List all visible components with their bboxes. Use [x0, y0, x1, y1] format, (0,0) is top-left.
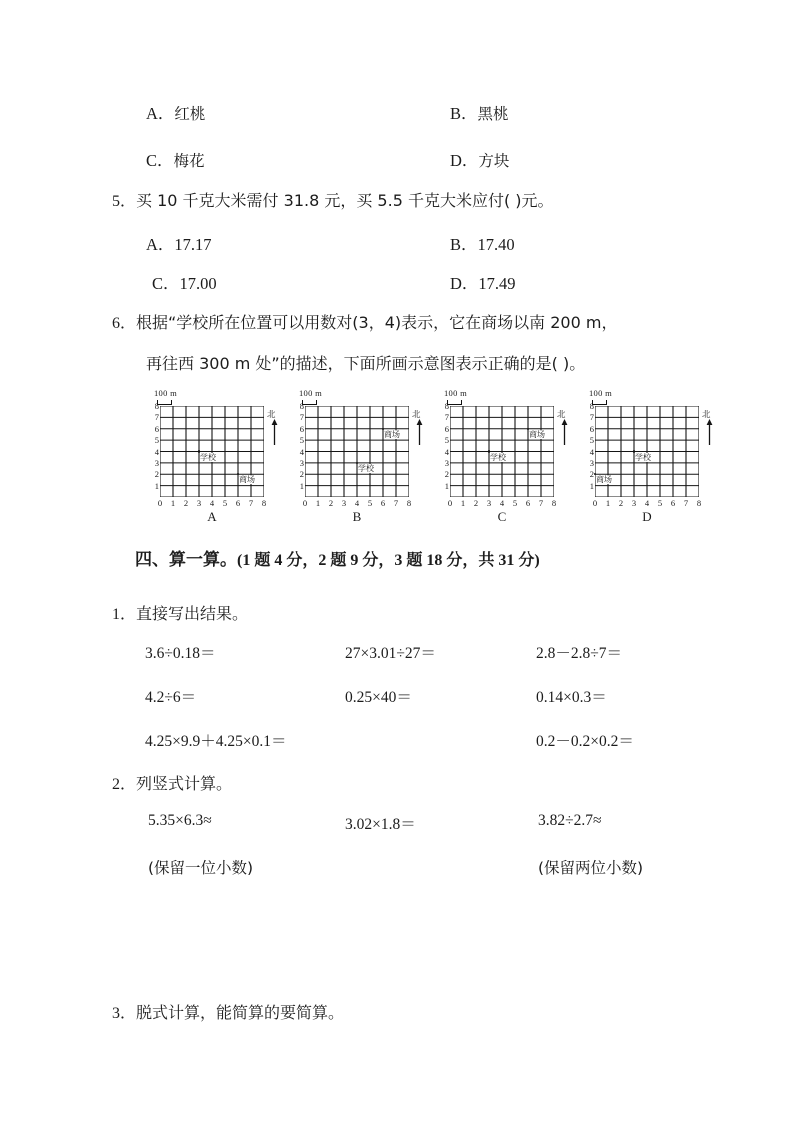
- compass-north-label: 北: [412, 410, 421, 420]
- diagram-letter-d: D: [642, 509, 652, 524]
- section-4-heading: [135, 545, 540, 570]
- x-tick: 4: [499, 498, 505, 508]
- q6-stem-text-2: 再往西 300 m 处”的描述，下面所画示意图表示正确的是( )。: [146, 354, 586, 373]
- section-4-points: (1 题 4 分，2 题 9 分，3 题 18 分，共 31 分): [237, 552, 540, 569]
- x-tick: 1: [460, 498, 466, 508]
- x-tick: 2: [328, 498, 334, 508]
- y-tick: 2: [299, 469, 304, 480]
- y-tick: 7: [589, 412, 594, 423]
- y-tick: 5: [299, 435, 304, 446]
- scale-label: 100 m: [589, 388, 612, 398]
- y-tick: 5: [154, 435, 159, 446]
- q4-option-d-letter: D．: [450, 151, 479, 170]
- q4-option-c-letter: C．: [146, 151, 174, 170]
- task1-expr-8: 0.2－0.2×0.2＝: [536, 733, 634, 750]
- q4-option-a-text: 红桃: [174, 105, 206, 123]
- q5-option-a[interactable]: [146, 231, 212, 255]
- diagram-letter-b: B: [352, 509, 362, 524]
- y-tick: 4: [589, 446, 594, 457]
- x-tick: 2: [183, 498, 189, 508]
- q4-option-b-text: 黑桃: [477, 105, 509, 123]
- y-tick: 8: [589, 401, 594, 411]
- task1-title: 直接写出结果。: [136, 604, 249, 623]
- x-tick: 6: [670, 498, 676, 508]
- y-tick: 8: [154, 401, 159, 411]
- task2-expr-2: 3.02×1.8＝: [345, 816, 416, 833]
- y-tick: 5: [589, 435, 594, 446]
- task1-expr-3: 2.8－2.8÷7＝: [536, 645, 623, 662]
- map-point-label: 商场: [596, 475, 612, 485]
- y-tick: 4: [299, 446, 304, 457]
- q5-option-b[interactable]: [450, 231, 515, 255]
- y-tick: 5: [444, 435, 449, 446]
- y-tick: 4: [444, 446, 449, 457]
- x-tick: 1: [170, 498, 176, 508]
- q5-stem-text: 买 10 千克大米需付 31.8 元，买 5.5 千克大米应付( )元。: [136, 191, 554, 210]
- task2-number: 2．: [112, 776, 137, 793]
- task1-expr-5: 0.25×40＝: [345, 689, 412, 706]
- scale-bar-icon: [157, 400, 172, 405]
- task2-title: 列竖式计算。: [136, 774, 233, 793]
- y-tick: 6: [154, 423, 159, 434]
- scale-bar-icon: [447, 400, 462, 405]
- q5-stem: [112, 188, 554, 211]
- task2-expr-3: 3.82÷2.7≈: [538, 812, 602, 829]
- task3-heading: [112, 1000, 344, 1023]
- q5-option-d-letter: D．: [450, 274, 479, 293]
- x-tick: 8: [261, 498, 267, 508]
- y-tick: 7: [299, 412, 304, 423]
- scale-label: 100 m: [299, 388, 322, 398]
- q4-option-d-text: 方块: [478, 152, 510, 170]
- q5-option-b-text: 17.40: [477, 235, 515, 254]
- q5-number: 5．: [112, 193, 137, 210]
- q4-option-b[interactable]: [450, 100, 509, 124]
- x-tick: 8: [696, 498, 702, 508]
- x-tick: 7: [683, 498, 689, 508]
- y-axis-ticks: [438, 401, 450, 497]
- north-arrow-icon: [705, 419, 714, 450]
- y-tick: 1: [444, 480, 449, 491]
- map-point-label: 学校: [635, 452, 651, 462]
- y-tick: 3: [154, 457, 159, 468]
- task2-expr-1: 5.35×6.3≈: [148, 812, 212, 829]
- q5-option-c-letter: C．: [152, 274, 180, 293]
- y-tick: 8: [444, 401, 449, 411]
- scale-label: 100 m: [444, 388, 467, 398]
- y-axis-ticks: [583, 401, 595, 497]
- task1-heading: [112, 601, 248, 624]
- x-tick: 5: [222, 498, 228, 508]
- x-tick: 4: [209, 498, 215, 508]
- y-tick: 8: [299, 401, 304, 411]
- task2-heading: [112, 771, 232, 794]
- x-tick: 0: [592, 498, 598, 508]
- task3-number: 3．: [112, 1005, 137, 1022]
- q6-number: 6．: [112, 315, 137, 332]
- x-tick: 4: [644, 498, 650, 508]
- x-tick: 3: [341, 498, 347, 508]
- x-tick: 2: [473, 498, 479, 508]
- compass-north-label: 北: [267, 410, 276, 420]
- y-tick: 6: [299, 423, 304, 434]
- x-tick: 5: [512, 498, 518, 508]
- q6-diagram-b[interactable]: [285, 388, 435, 528]
- scale-label: 100 m: [154, 388, 177, 398]
- scale-bar-icon: [302, 400, 317, 405]
- q4-option-c[interactable]: [146, 147, 205, 171]
- q6-stem-line2: [146, 351, 585, 374]
- x-tick: 7: [393, 498, 399, 508]
- task1-expr-2: 27×3.01÷27＝: [345, 645, 436, 662]
- y-tick: 2: [444, 469, 449, 480]
- task2-note-2: [538, 856, 643, 878]
- x-tick: 7: [248, 498, 254, 508]
- q5-option-d[interactable]: [450, 270, 516, 294]
- y-axis-ticks: [293, 401, 305, 497]
- x-tick: 3: [486, 498, 492, 508]
- north-arrow-icon: [560, 419, 569, 450]
- q5-option-a-letter: A．: [146, 235, 175, 254]
- task2-note-1-text: (保留一位小数): [148, 859, 254, 877]
- y-tick: 3: [444, 457, 449, 468]
- y-tick: 4: [154, 446, 159, 457]
- q4-option-d[interactable]: [450, 147, 509, 171]
- x-tick: 6: [380, 498, 386, 508]
- x-tick: 5: [657, 498, 663, 508]
- q5-option-a-text: 17.17: [174, 235, 212, 254]
- q6-diagram-a[interactable]: [140, 388, 290, 528]
- y-axis-ticks: [148, 401, 160, 497]
- diagram-letter-a: A: [207, 509, 217, 524]
- y-tick: 3: [589, 457, 594, 468]
- task1-number: 1．: [112, 606, 137, 623]
- map-point-label: 商场: [384, 429, 400, 439]
- compass-north-label: 北: [702, 410, 711, 420]
- x-tick: 8: [551, 498, 557, 508]
- q5-option-c-text: 17.00: [179, 274, 217, 293]
- y-tick: 6: [589, 423, 594, 434]
- y-tick: 2: [154, 469, 159, 480]
- q5-option-c[interactable]: [152, 270, 217, 294]
- y-tick: 6: [444, 423, 449, 434]
- y-tick: 1: [299, 480, 304, 491]
- x-tick: 3: [631, 498, 637, 508]
- x-tick: 0: [302, 498, 308, 508]
- x-tick: 4: [354, 498, 360, 508]
- x-tick: 7: [538, 498, 544, 508]
- task2-note-2-text: (保留两位小数): [538, 859, 644, 877]
- q4-option-a-letter: A．: [146, 104, 175, 123]
- x-tick: 6: [235, 498, 241, 508]
- q5-option-d-text: 17.49: [478, 274, 516, 293]
- q6-diagram-d[interactable]: [575, 388, 725, 528]
- diagram-letter-c: C: [497, 509, 507, 524]
- y-tick: 2: [589, 469, 594, 480]
- q4-option-a[interactable]: [146, 100, 205, 124]
- q4-option-c-text: 梅花: [173, 152, 205, 170]
- task2-note-1: [148, 856, 253, 878]
- map-point-label: 学校: [490, 452, 506, 462]
- task1-expr-1: 3.6÷0.18＝: [145, 645, 216, 662]
- y-tick: 7: [444, 412, 449, 423]
- north-arrow-icon: [270, 419, 279, 450]
- north-arrow-icon: [415, 419, 424, 450]
- y-tick: 7: [154, 412, 159, 423]
- q6-diagram-c[interactable]: [430, 388, 580, 528]
- map-point-label: 商场: [529, 429, 545, 439]
- q6-stem-line1: [112, 310, 617, 333]
- x-tick: 0: [447, 498, 453, 508]
- x-tick: 5: [367, 498, 373, 508]
- y-tick: 1: [589, 480, 594, 491]
- x-tick: 2: [618, 498, 624, 508]
- coordinate-grid: [450, 406, 554, 497]
- map-point-label: 学校: [358, 463, 374, 473]
- scale-bar-icon: [592, 400, 607, 405]
- task1-expr-6: 0.14×0.3＝: [536, 689, 607, 706]
- compass-north-label: 北: [557, 410, 566, 420]
- y-tick: 1: [154, 480, 159, 491]
- q6-stem-text-1: 根据“学校所在位置可以用数对(3，4)表示，它在商场以南 200 m，: [136, 313, 618, 332]
- coordinate-grid: [305, 406, 409, 497]
- task1-expr-7: 4.25×9.9＋4.25×0.1＝: [145, 733, 287, 750]
- x-tick: 3: [196, 498, 202, 508]
- x-tick: 1: [315, 498, 321, 508]
- x-tick: 1: [605, 498, 611, 508]
- map-point-label: 商场: [239, 475, 255, 485]
- section-4-title: 四、算一算。: [135, 550, 237, 570]
- x-tick: 8: [406, 498, 412, 508]
- q4-option-b-letter: B．: [450, 104, 478, 123]
- y-tick: 3: [299, 457, 304, 468]
- x-tick: 6: [525, 498, 531, 508]
- map-point-label: 学校: [200, 452, 216, 462]
- q5-option-b-letter: B．: [450, 235, 478, 254]
- task1-expr-4: 4.2÷6＝: [145, 689, 197, 706]
- task3-title: 脱式计算，能简算的要简算。: [136, 1003, 345, 1022]
- x-tick: 0: [157, 498, 163, 508]
